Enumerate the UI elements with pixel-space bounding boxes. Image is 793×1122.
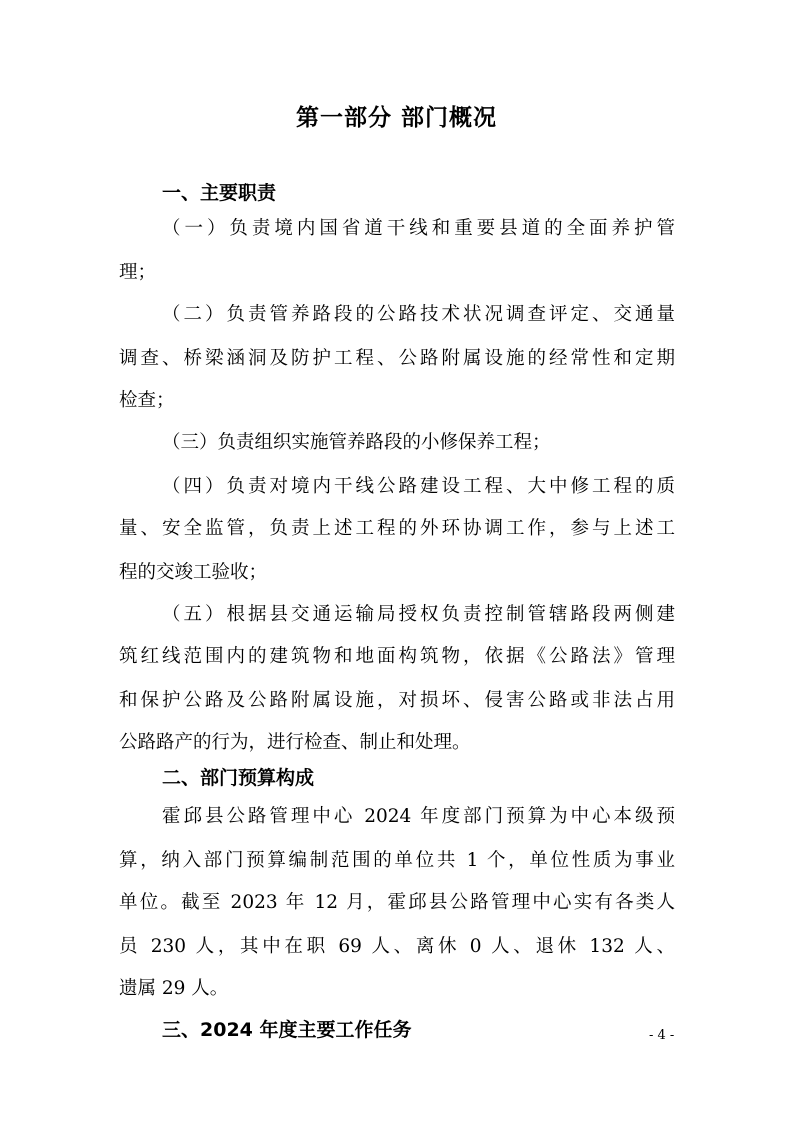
paragraph-line: （五）根据县交通运输局授权负责控制管辖路段两侧建 [162, 604, 675, 625]
paragraph-line: 员 230 人，其中在职 69 人、离休 0 人、退休 132 人、 [119, 936, 675, 957]
paragraph-line: 和保护公路及公路附属设施，对损坏、侵害公路或非法占用 [119, 690, 675, 711]
section-heading-budget-composition: 二、部门预算构成 [162, 767, 315, 789]
paragraph-line: 程的交竣工验收； [119, 562, 268, 583]
paragraph-line: 公路路产的行为，进行检查、制止和处理。 [119, 732, 471, 753]
paragraph-line: （一）负责境内国省道干线和重要县道的全面养护管 [162, 218, 675, 239]
paragraph-line: 筑红线范围内的建筑物和地面构筑物，依据《公路法》管理 [119, 646, 675, 667]
paragraph-line: 量、安全监管，负责上述工程的外环协调工作，参与上述工 [119, 518, 675, 539]
paragraph-line: （二）负责管养路段的公路技术状况调查评定、交通量 [162, 304, 675, 325]
section-heading-main-duties: 一、主要职责 [162, 182, 277, 204]
section-heading-main-tasks: 三、2024 年度主要工作任务 [162, 1019, 412, 1041]
paragraph-line: 遗属 29 人。 [119, 978, 229, 999]
paragraph-line: 算，纳入部门预算编制范围的单位共 1 个，单位性质为事业 [119, 850, 675, 871]
paragraph-line: （三）负责组织实施管养路段的小修保养工程； [162, 432, 551, 453]
paragraph-line: 检查； [119, 390, 175, 411]
page-title: 第一部分 部门概况 [295, 105, 497, 131]
paragraph-line: 理； [119, 262, 157, 283]
page-number: - 4 - [649, 1028, 675, 1043]
paragraph-line: （四）负责对境内干线公路建设工程、大中修工程的质 [162, 476, 675, 497]
paragraph-line: 调查、桥梁涵洞及防护工程、公路附属设施的经常性和定期 [119, 348, 675, 369]
paragraph-line: 单位。截至 2023 年 12 月，霍邱县公路管理中心实有各类人 [119, 892, 675, 913]
paragraph-line: 霍邱县公路管理中心 2024 年度部门预算为中心本级预 [162, 806, 675, 827]
